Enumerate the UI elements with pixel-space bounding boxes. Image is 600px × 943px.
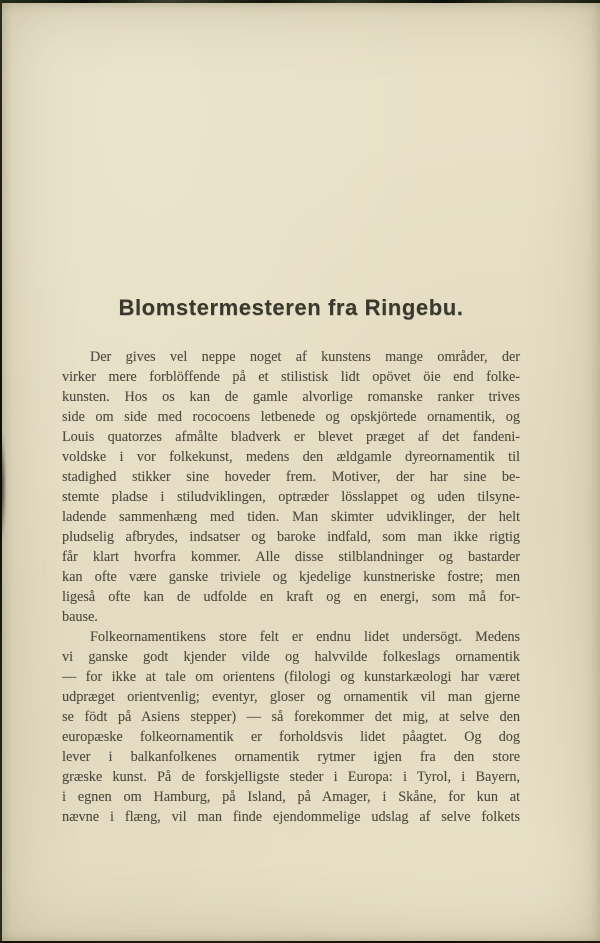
text-line: vi ganske godt kjender vilde og halvvilde folkeslags ornamentik: [62, 649, 520, 665]
page-title-row: [62, 295, 520, 321]
text-line: Der gives vel neppe noget af kunstens mange områder, der: [90, 349, 520, 365]
text-line: kan ofte være ganske triviele og kjedelige kunstneriske fostre; men: [62, 569, 520, 585]
text-line: pludselig afbrydes, indsatser og baroke indfald, som man ikke rigtig: [62, 529, 520, 545]
text-line: — for ikke at tale om orientens (filologi og kunstarkæologi har været: [62, 669, 520, 685]
text-line: Folkeornamentikens store felt er endnu lidet undersögt. Medens: [90, 629, 520, 645]
text-line: lever i balkanfolkenes ornamentik rytmer igjen fra den store: [62, 749, 520, 765]
text-line: virker mere forblöffende på et stilistisk lidt opövet öie end folke-: [62, 369, 520, 385]
text-line: udpræget orientvenlig; eventyr, gloser og ornamentik vil man gjerne: [62, 689, 520, 705]
text-line: kunsten. Hos os kan de gamle alvorlige romanske ranker trives: [62, 389, 520, 405]
page-body: [62, 347, 520, 827]
text-line: ligeså ofte kan de udfolde en kraft og en energi, som må for-: [62, 589, 520, 605]
text-line: voldske i vor folkekunst, medens den ældgamle dyreornamentik til: [62, 449, 520, 465]
text-line: se födt på Asiens stepper) — så forekommer det mig, at selve den: [62, 709, 520, 725]
text-line: europæske folkeornamentik er forholdsvis lidet påagtet. Og dog: [62, 729, 520, 745]
text-line: nævne i flæng, vil man finde ejendommelige udslag af selve folkets: [62, 809, 520, 825]
text-line: græske kunst. På de forskjelligste steder i Europa: i Tyrol, i Bayern,: [62, 769, 520, 785]
text-line: side om side med rococoens letbenede og opskjörtede ornamentik, og: [62, 409, 520, 425]
text-line: stadighed stikker sine hoveder frem. Motiver, der har sine be-: [62, 469, 520, 485]
paragraph: [62, 347, 520, 627]
book-page: [2, 3, 600, 941]
text-line: i egnen om Hamburg, på Island, på Amager, i Skåne, for kun at: [62, 789, 520, 805]
scan-edge-top: [0, 0, 600, 3]
page-title: Blomstermesteren fra Ringebu.: [118, 295, 464, 320]
text-line: stemte pladse i stiludviklingen, optræder lösslappet og uden tilsyne-: [62, 489, 520, 505]
text-line: bause.: [62, 609, 98, 625]
paragraph: [62, 627, 520, 827]
text-line: ladende sammenhæng med tiden. Man skimter udviklinger, der helt: [62, 509, 520, 525]
text-line: får klart hvorfra kommer. Alle disse stilblandninger og bastarder: [62, 549, 520, 565]
scan-edge-left-blob: [0, 432, 6, 542]
text-line: Louis quatorzes afmålte bladverk er blevet præget af det fandeni-: [62, 429, 520, 445]
